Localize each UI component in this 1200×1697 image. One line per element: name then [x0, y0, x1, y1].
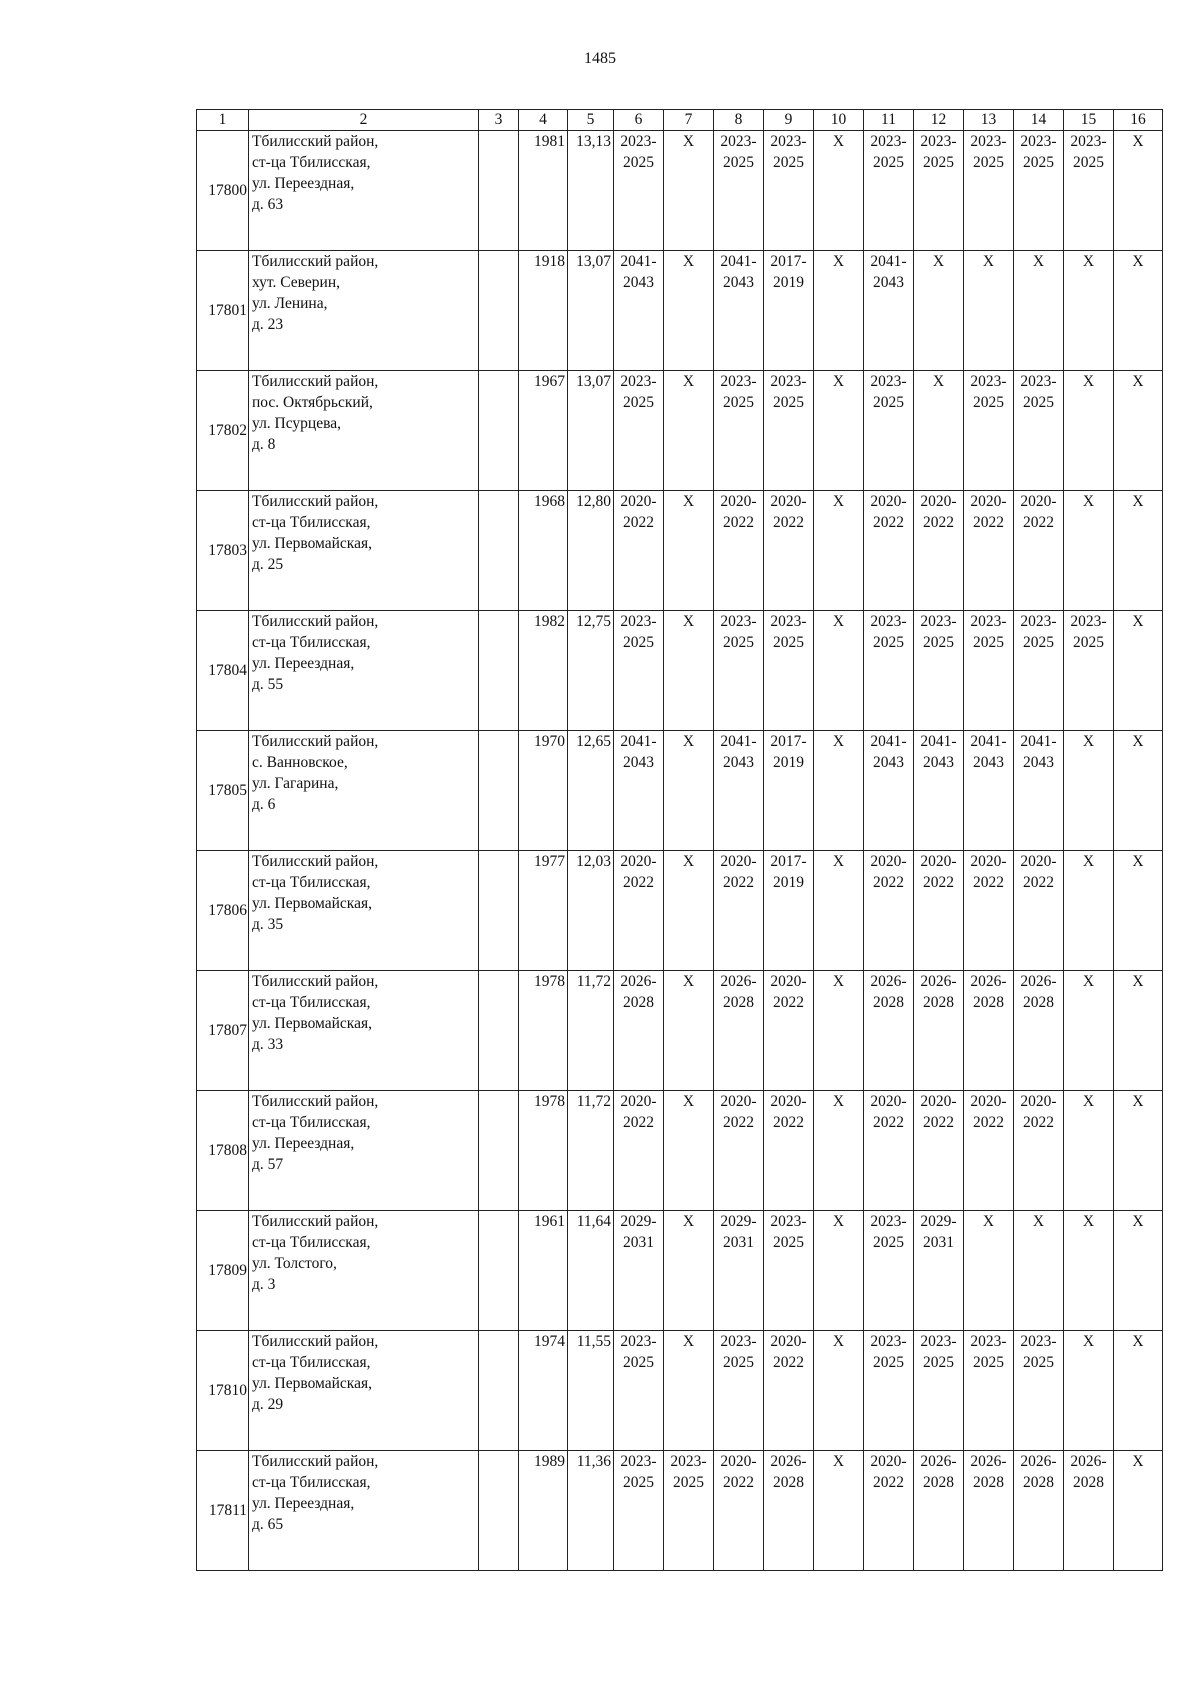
address-cell: Тбилисский район, пос. Октябрьский, ул. Псурцева, д. 8 — [249, 371, 479, 491]
not-applicable-cell: X — [1114, 131, 1163, 251]
period-cell: 2023- 2025 — [714, 611, 764, 731]
table-row — [197, 851, 1163, 971]
not-applicable-cell: X — [664, 731, 714, 851]
period-cell: 2023- 2025 — [714, 131, 764, 251]
value-cell: 11,72 — [568, 971, 614, 1091]
address-cell: Тбилисский район, ст-ца Тбилисская, ул. Переездная, д. 57 — [249, 1091, 479, 1211]
not-applicable-cell: X — [964, 1211, 1014, 1331]
not-applicable-cell: X — [1064, 1331, 1114, 1451]
not-applicable-cell: X — [814, 1451, 864, 1571]
column-number: 3 — [479, 110, 519, 131]
period-cell: 2041- 2043 — [714, 251, 764, 371]
table-row — [197, 731, 1163, 851]
buildings-table — [196, 109, 1163, 1571]
not-applicable-cell: X — [914, 251, 964, 371]
period-cell: 2020- 2022 — [614, 1091, 664, 1211]
record-number: 17800 — [197, 131, 249, 251]
period-cell: 2026- 2028 — [964, 1451, 1014, 1571]
column-number: 11 — [864, 110, 914, 131]
record-number: 17802 — [197, 371, 249, 491]
address-cell: Тбилисский район, ст-ца Тбилисская, ул. Первомайская, д. 33 — [249, 971, 479, 1091]
not-applicable-cell: X — [1064, 491, 1114, 611]
period-cell: 2020- 2022 — [614, 851, 664, 971]
table-row — [197, 1091, 1163, 1211]
year-cell: 1974 — [519, 1331, 568, 1451]
period-cell: 2041- 2043 — [914, 731, 964, 851]
address-cell: Тбилисский район, ст-ца Тбилисская, ул. Толстого, д. 3 — [249, 1211, 479, 1331]
period-cell: 2023- 2025 — [664, 1451, 714, 1571]
column-number: 9 — [764, 110, 814, 131]
not-applicable-cell: X — [1114, 491, 1163, 611]
column-number: 14 — [1014, 110, 1064, 131]
column-number: 7 — [664, 110, 714, 131]
period-cell: 2023- 2025 — [914, 131, 964, 251]
not-applicable-cell: X — [1014, 251, 1064, 371]
period-cell: 2020- 2022 — [914, 851, 964, 971]
period-cell: 2017- 2019 — [764, 851, 814, 971]
table-row — [197, 251, 1163, 371]
page-number: 1485 — [584, 50, 616, 67]
not-applicable-cell: X — [1064, 731, 1114, 851]
empty-cell — [479, 131, 519, 251]
year-cell: 1961 — [519, 1211, 568, 1331]
year-cell: 1970 — [519, 731, 568, 851]
period-cell: 2023- 2025 — [914, 1331, 964, 1451]
column-number: 1 — [197, 110, 249, 131]
column-number: 13 — [964, 110, 1014, 131]
period-cell: 2026- 2028 — [964, 971, 1014, 1091]
not-applicable-cell: X — [1064, 1091, 1114, 1211]
value-cell: 13,07 — [568, 251, 614, 371]
not-applicable-cell: X — [1114, 371, 1163, 491]
period-cell: 2041- 2043 — [714, 731, 764, 851]
not-applicable-cell: X — [664, 851, 714, 971]
record-number: 17804 — [197, 611, 249, 731]
record-number: 17803 — [197, 491, 249, 611]
address-cell: Тбилисский район, ст-ца Тбилисская, ул. Первомайская, д. 29 — [249, 1331, 479, 1451]
period-cell: 2023- 2025 — [1014, 371, 1064, 491]
empty-cell — [479, 731, 519, 851]
period-cell: 2041- 2043 — [864, 731, 914, 851]
not-applicable-cell: X — [664, 1331, 714, 1451]
not-applicable-cell: X — [1114, 731, 1163, 851]
not-applicable-cell: X — [814, 971, 864, 1091]
period-cell: 2020- 2022 — [1014, 851, 1064, 971]
period-cell: 2023- 2025 — [714, 1331, 764, 1451]
period-cell: 2017- 2019 — [764, 731, 814, 851]
not-applicable-cell: X — [814, 491, 864, 611]
period-cell: 2023- 2025 — [764, 131, 814, 251]
period-cell: 2023- 2025 — [864, 611, 914, 731]
address-cell: Тбилисский район, с. Ванновское, ул. Гагарина, д. 6 — [249, 731, 479, 851]
year-cell: 1978 — [519, 971, 568, 1091]
table-row — [197, 611, 1163, 731]
period-cell: 2023- 2025 — [864, 1211, 914, 1331]
table-row — [197, 131, 1163, 251]
period-cell: 2023- 2025 — [1014, 611, 1064, 731]
address-cell: Тбилисский район, ст-ца Тбилисская, ул. Переездная, д. 63 — [249, 131, 479, 251]
column-number: 2 — [249, 110, 479, 131]
value-cell: 11,64 — [568, 1211, 614, 1331]
period-cell: 2023- 2025 — [1014, 1331, 1064, 1451]
year-cell: 1981 — [519, 131, 568, 251]
period-cell: 2023- 2025 — [1064, 131, 1114, 251]
empty-cell — [479, 1451, 519, 1571]
not-applicable-cell: X — [814, 1091, 864, 1211]
period-cell: 2020- 2022 — [714, 1091, 764, 1211]
year-cell: 1989 — [519, 1451, 568, 1571]
column-number: 12 — [914, 110, 964, 131]
not-applicable-cell: X — [814, 371, 864, 491]
period-cell: 2020- 2022 — [964, 851, 1014, 971]
empty-cell — [479, 491, 519, 611]
column-number: 16 — [1114, 110, 1163, 131]
period-cell: 2017- 2019 — [764, 251, 814, 371]
period-cell: 2023- 2025 — [964, 131, 1014, 251]
period-cell: 2020- 2022 — [914, 1091, 964, 1211]
table-row — [197, 1451, 1163, 1571]
not-applicable-cell: X — [1114, 971, 1163, 1091]
not-applicable-cell: X — [814, 611, 864, 731]
address-cell: Тбилисский район, хут. Северин, ул. Ленина, д. 23 — [249, 251, 479, 371]
table-row — [197, 971, 1163, 1091]
not-applicable-cell: X — [814, 1211, 864, 1331]
empty-cell — [479, 371, 519, 491]
not-applicable-cell: X — [664, 371, 714, 491]
period-cell: 2023- 2025 — [864, 1331, 914, 1451]
year-cell: 1918 — [519, 251, 568, 371]
period-cell: 2023- 2025 — [764, 371, 814, 491]
period-cell: 2023- 2025 — [614, 611, 664, 731]
period-cell: 2026- 2028 — [714, 971, 764, 1091]
not-applicable-cell: X — [1064, 851, 1114, 971]
period-cell: 2020- 2022 — [614, 491, 664, 611]
column-number: 5 — [568, 110, 614, 131]
not-applicable-cell: X — [1114, 1331, 1163, 1451]
period-cell: 2020- 2022 — [864, 1451, 914, 1571]
value-cell: 11,72 — [568, 1091, 614, 1211]
period-cell: 2026- 2028 — [914, 1451, 964, 1571]
period-cell: 2023- 2025 — [1014, 131, 1064, 251]
column-number-row — [197, 110, 1163, 131]
not-applicable-cell: X — [1114, 1451, 1163, 1571]
period-cell: 2023- 2025 — [614, 131, 664, 251]
period-cell: 2020- 2022 — [964, 1091, 1014, 1211]
period-cell: 2029- 2031 — [614, 1211, 664, 1331]
not-applicable-cell: X — [1014, 1211, 1064, 1331]
column-number: 10 — [814, 110, 864, 131]
period-cell: 2041- 2043 — [614, 251, 664, 371]
table-row — [197, 491, 1163, 611]
empty-cell — [479, 251, 519, 371]
value-cell: 11,55 — [568, 1331, 614, 1451]
year-cell: 1968 — [519, 491, 568, 611]
year-cell: 1982 — [519, 611, 568, 731]
table-row — [197, 371, 1163, 491]
not-applicable-cell: X — [664, 1211, 714, 1331]
period-cell: 2023- 2025 — [614, 1451, 664, 1571]
not-applicable-cell: X — [664, 1091, 714, 1211]
period-cell: 2029- 2031 — [714, 1211, 764, 1331]
period-cell: 2020- 2022 — [764, 1091, 814, 1211]
period-cell: 2023- 2025 — [964, 611, 1014, 731]
record-number: 17806 — [197, 851, 249, 971]
column-number: 8 — [714, 110, 764, 131]
empty-cell — [479, 1091, 519, 1211]
empty-cell — [479, 1331, 519, 1451]
value-cell: 13,13 — [568, 131, 614, 251]
empty-cell — [479, 1211, 519, 1331]
period-cell: 2026- 2028 — [1014, 1451, 1064, 1571]
period-cell: 2026- 2028 — [914, 971, 964, 1091]
year-cell: 1978 — [519, 1091, 568, 1211]
period-cell: 2041- 2043 — [864, 251, 914, 371]
record-number: 17809 — [197, 1211, 249, 1331]
value-cell: 11,36 — [568, 1451, 614, 1571]
value-cell: 12,80 — [568, 491, 614, 611]
not-applicable-cell: X — [1064, 1211, 1114, 1331]
not-applicable-cell: X — [914, 371, 964, 491]
not-applicable-cell: X — [664, 971, 714, 1091]
period-cell: 2041- 2043 — [964, 731, 1014, 851]
period-cell: 2026- 2028 — [1064, 1451, 1114, 1571]
record-number: 17807 — [197, 971, 249, 1091]
column-number: 4 — [519, 110, 568, 131]
not-applicable-cell: X — [1114, 611, 1163, 731]
record-number: 17810 — [197, 1331, 249, 1451]
value-cell: 12,65 — [568, 731, 614, 851]
empty-cell — [479, 851, 519, 971]
not-applicable-cell: X — [814, 1331, 864, 1451]
address-cell: Тбилисский район, ст-ца Тбилисская, ул. Первомайская, д. 35 — [249, 851, 479, 971]
address-cell: Тбилисский район, ст-ца Тбилисская, ул. Первомайская, д. 25 — [249, 491, 479, 611]
period-cell: 2041- 2043 — [614, 731, 664, 851]
period-cell: 2020- 2022 — [714, 491, 764, 611]
not-applicable-cell: X — [1064, 251, 1114, 371]
record-number: 17811 — [197, 1451, 249, 1571]
empty-cell — [479, 971, 519, 1091]
period-cell: 2020- 2022 — [864, 491, 914, 611]
period-cell: 2020- 2022 — [964, 491, 1014, 611]
not-applicable-cell: X — [1064, 371, 1114, 491]
value-cell: 12,75 — [568, 611, 614, 731]
period-cell: 2023- 2025 — [914, 611, 964, 731]
period-cell: 2026- 2028 — [764, 1451, 814, 1571]
period-cell: 2023- 2025 — [864, 371, 914, 491]
not-applicable-cell: X — [664, 251, 714, 371]
period-cell: 2020- 2022 — [864, 851, 914, 971]
table-row — [197, 1211, 1163, 1331]
period-cell: 2023- 2025 — [764, 1211, 814, 1331]
period-cell: 2026- 2028 — [614, 971, 664, 1091]
period-cell: 2023- 2025 — [764, 611, 814, 731]
address-cell: Тбилисский район, ст-ца Тбилисская, ул. Переездная, д. 65 — [249, 1451, 479, 1571]
value-cell: 12,03 — [568, 851, 614, 971]
period-cell: 2023- 2025 — [964, 371, 1014, 491]
not-applicable-cell: X — [664, 491, 714, 611]
record-number: 17805 — [197, 731, 249, 851]
record-number: 17808 — [197, 1091, 249, 1211]
period-cell: 2020- 2022 — [764, 1331, 814, 1451]
period-cell: 2020- 2022 — [764, 971, 814, 1091]
period-cell: 2020- 2022 — [864, 1091, 914, 1211]
period-cell: 2023- 2025 — [614, 1331, 664, 1451]
period-cell: 2041- 2043 — [1014, 731, 1064, 851]
period-cell: 2023- 2025 — [864, 131, 914, 251]
address-cell: Тбилисский район, ст-ца Тбилисская, ул. Переездная, д. 55 — [249, 611, 479, 731]
empty-cell — [479, 611, 519, 731]
period-cell: 2023- 2025 — [964, 1331, 1014, 1451]
not-applicable-cell: X — [964, 251, 1014, 371]
period-cell: 2020- 2022 — [914, 491, 964, 611]
table-row — [197, 1331, 1163, 1451]
not-applicable-cell: X — [814, 731, 864, 851]
not-applicable-cell: X — [1114, 851, 1163, 971]
period-cell: 2020- 2022 — [1014, 1091, 1064, 1211]
period-cell: 2020- 2022 — [764, 491, 814, 611]
value-cell: 13,07 — [568, 371, 614, 491]
not-applicable-cell: X — [814, 131, 864, 251]
period-cell: 2020- 2022 — [714, 851, 764, 971]
period-cell: 2023- 2025 — [714, 371, 764, 491]
not-applicable-cell: X — [814, 851, 864, 971]
not-applicable-cell: X — [664, 611, 714, 731]
period-cell: 2026- 2028 — [864, 971, 914, 1091]
not-applicable-cell: X — [1114, 251, 1163, 371]
record-number: 17801 — [197, 251, 249, 371]
not-applicable-cell: X — [1114, 1211, 1163, 1331]
period-cell: 2023- 2025 — [614, 371, 664, 491]
period-cell: 2023- 2025 — [1064, 611, 1114, 731]
column-number: 15 — [1064, 110, 1114, 131]
table-body — [197, 131, 1163, 1571]
year-cell: 1967 — [519, 371, 568, 491]
year-cell: 1977 — [519, 851, 568, 971]
period-cell: 2029- 2031 — [914, 1211, 964, 1331]
not-applicable-cell: X — [1114, 1091, 1163, 1211]
period-cell: 2020- 2022 — [714, 1451, 764, 1571]
not-applicable-cell: X — [1064, 971, 1114, 1091]
period-cell: 2026- 2028 — [1014, 971, 1064, 1091]
period-cell: 2020- 2022 — [1014, 491, 1064, 611]
not-applicable-cell: X — [664, 131, 714, 251]
column-number: 6 — [614, 110, 664, 131]
not-applicable-cell: X — [814, 251, 864, 371]
